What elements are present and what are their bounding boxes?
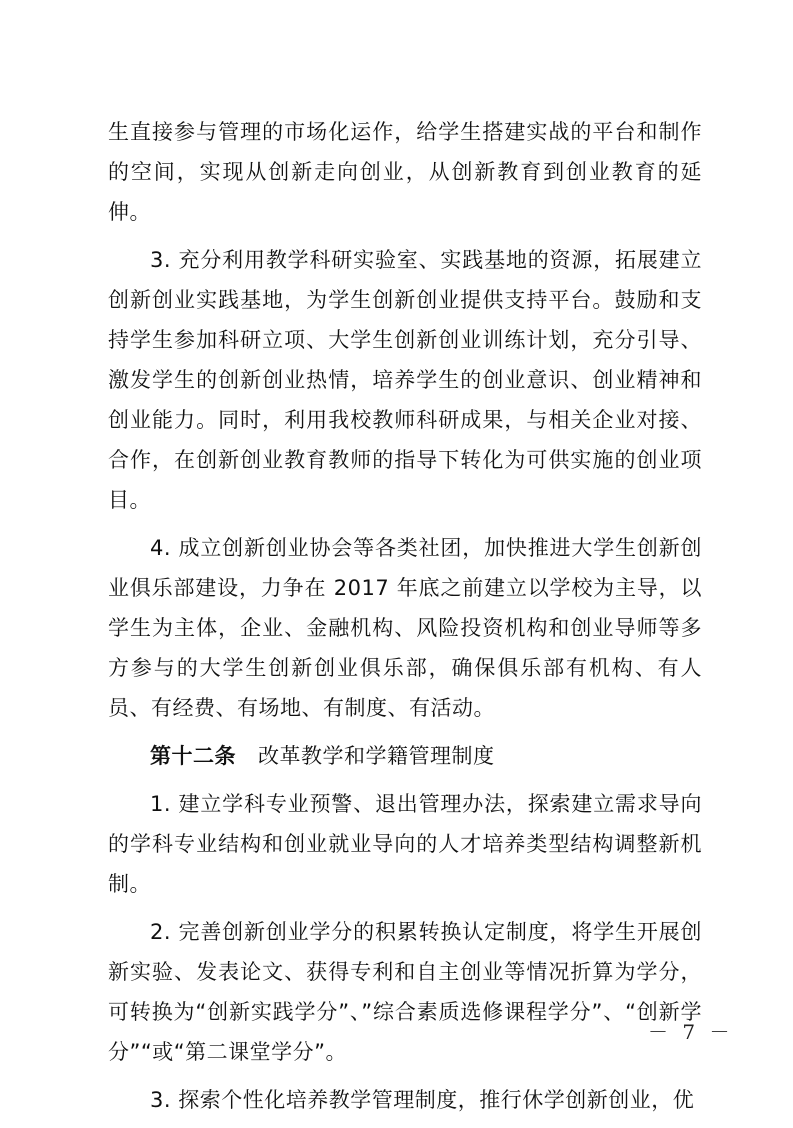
document-body (108, 112, 702, 1128)
page-number: － 7 － (648, 1020, 734, 1044)
paragraph-item-4: 4. 成立创新创业协会等各类社团，加快推进大学生创新创业俱乐部建设，力争在 2017 年底之前建立以学校为主导，以学生为主体，企业、金融机构、风险投资机构和创业导师等多方参与的大学生创新创业俱乐部，确保俱乐部有机构、有人员、有经费、有场地、有制度、有活动。 (108, 536, 702, 720)
article-title: 改革教学和学籍管理制度 (258, 744, 495, 768)
article-paragraph-2: 2. 完善创新创业学分的积累转换认定制度，将学生开展创新实验、发表论文、获得专利和自主创业等情况折算为学分，可转换为“创新实践学分”、”综合素质选修课程学分”、“创新学分”“或“第二课堂学分”。 (108, 920, 702, 1064)
article-heading (108, 736, 702, 776)
paragraph-continuation: 生直接参与管理的市场化运作，给学生搭建实战的平台和制作的空间，实现从创新走向创业，从创新教育到创业教育的延伸。 (108, 120, 702, 224)
article-number: 第十二条 (150, 744, 236, 768)
article-paragraph-1: 1. 建立学科专业预警、退出管理办法，探索建立需求导向的学科专业结构和创业就业导向的人才培养类型结构调整新机制。 (108, 792, 702, 896)
article-paragraph-3: 3. 探索个性化培养教学管理制度，推行休学创新创业，优 (150, 1088, 695, 1112)
paragraph-item-3: 3. 充分利用教学科研实验室、实践基地的资源，拓展建立创新创业实践基地，为学生创新创业提供支持平台。鼓励和支持学生参加科研立项、大学生创新创业训练计划，充分引导、激发学生的创新创业热情，培养学生的创业意识、创业精神和创业能力。同时，利用我校教师科研成果，与相关企业对接、合作，在创新创业教育教师的指导下转化为可供实施的创业项目。 (108, 248, 702, 512)
